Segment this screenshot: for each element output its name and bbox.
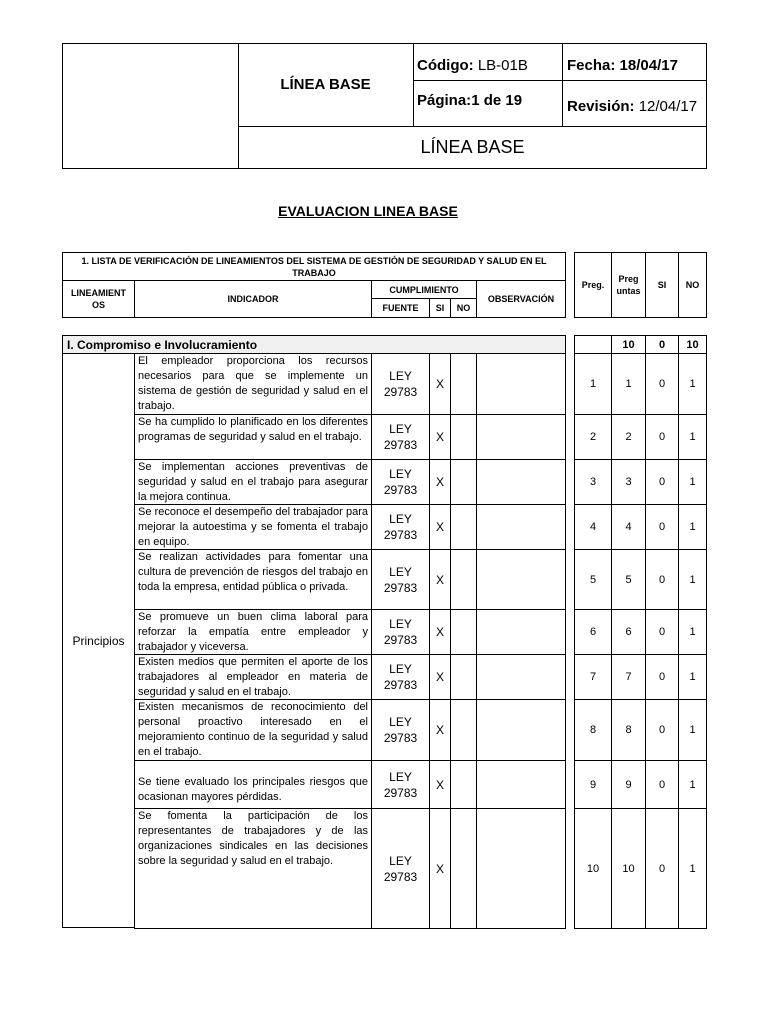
- pagina-value: 1 de 19: [471, 92, 523, 109]
- fuente-cell: LEY 29783: [371, 699, 430, 761]
- section-title: 1. LISTA DE VERIFICACIÓN DE LINEAMIENTOS DEL SISTEMA DE GESTIÓN DE SEGURIDAD Y SALUD EN EL TRABAJO: [62, 252, 566, 281]
- summary-no: 1: [678, 609, 707, 655]
- indicador-cell: [134, 549, 372, 610]
- subtitle-cell: [238, 126, 707, 169]
- col-si: SI: [429, 298, 451, 318]
- summary-preguntas: 4: [611, 504, 646, 550]
- summary-preguntas: 1: [611, 353, 646, 415]
- summary-no: 1: [678, 414, 707, 460]
- si-cell: X: [429, 808, 451, 929]
- no-cell: [450, 353, 477, 415]
- col-fuente: FUENTE: [371, 298, 430, 318]
- fuente-cell: LEY 29783: [371, 414, 430, 460]
- col-no: NO: [450, 298, 477, 318]
- observacion-cell: [476, 414, 566, 460]
- fecha-value: 18/04/17: [619, 57, 678, 74]
- indicador-text: Se fomenta la participación de los representantes de trabajadores y de las organizaciones sindicales en las decisiones sobre la seguridad y salud en el trabajo.: [138, 810, 368, 867]
- page-title: EVALUACION LINEA BASE: [278, 203, 458, 219]
- observacion-cell: [476, 808, 566, 929]
- indicador-cell: [134, 654, 372, 700]
- revision-cell: [563, 80, 707, 127]
- si-cell: X: [429, 459, 451, 505]
- summary-si: 0: [645, 459, 679, 505]
- indicador-text: Se reconoce el desempeño del trabajador para mejorar la autoestima y se fomenta el trabajo en equipo.: [138, 506, 368, 548]
- fuente-cell: LEY 29783: [371, 549, 430, 610]
- fecha-cell: [563, 43, 707, 81]
- indicador-text: Existen medios que permiten el aporte de los trabajadores al empleador en materia de seguridad y salud en el trabajo.: [138, 656, 368, 698]
- observacion-cell: [476, 549, 566, 610]
- summary-no: 1: [678, 760, 707, 809]
- summary-si: 0: [645, 760, 679, 809]
- codigo-cell: [413, 43, 563, 81]
- indicador-text: Se implementan acciones preventivas de seguridad y salud en el trabajo para asegurar la mejora continua.: [138, 461, 368, 503]
- fuente-cell: LEY 29783: [371, 760, 430, 809]
- revision-value: 12/04/17: [638, 98, 698, 115]
- indicador-cell: [134, 353, 372, 415]
- indicador-cell: [134, 414, 372, 460]
- codigo-label: Código:: [417, 57, 474, 74]
- pagina-cell: [413, 80, 563, 127]
- lineamiento-label: Principios: [72, 633, 125, 648]
- si-cell: X: [429, 414, 451, 460]
- indicador-text: Se ha cumplido lo planificado en los diferentes programas de seguridad y salud en el trabajo.: [138, 416, 368, 443]
- doc-subtitle: LÍNEA BASE: [420, 137, 525, 157]
- col-observacion: OBSERVACIÓN: [476, 280, 566, 318]
- summary-total-si: 0: [645, 335, 679, 354]
- revision-label: Revisión:: [567, 98, 635, 115]
- observacion-cell: [476, 654, 566, 700]
- indicador-cell: [134, 504, 372, 550]
- summary-preg: 5: [574, 549, 612, 610]
- col-cumplimiento: CUMPLIMIENTO: [371, 280, 477, 299]
- observacion-cell: [476, 609, 566, 655]
- summary-preg: 3: [574, 459, 612, 505]
- si-cell: X: [429, 504, 451, 550]
- indicador-cell: [134, 808, 372, 929]
- summary-col-preg: Preg.: [574, 252, 612, 318]
- lineamiento-cell: [62, 353, 135, 928]
- indicador-cell: [134, 609, 372, 655]
- col-lineamientos: LINEAMIENT OS: [62, 280, 135, 318]
- observacion-cell: [476, 353, 566, 415]
- summary-si: 0: [645, 808, 679, 929]
- summary-no: 1: [678, 353, 707, 415]
- summary-preg: 10: [574, 808, 612, 929]
- observacion-cell: [476, 459, 566, 505]
- summary-si: 0: [645, 353, 679, 415]
- group-title: I. Compromiso e Involucramiento: [62, 335, 566, 354]
- indicador-cell: [134, 459, 372, 505]
- no-cell: [450, 414, 477, 460]
- observacion-cell: [476, 699, 566, 761]
- no-cell: [450, 504, 477, 550]
- summary-no: 1: [678, 699, 707, 761]
- summary-preguntas: 5: [611, 549, 646, 610]
- observacion-cell: [476, 760, 566, 809]
- summary-col-no: NO: [678, 252, 707, 318]
- indicador-text: Se realizan actividades para fomentar una cultura de prevención de riesgos del trabajo en toda la empresa, entidad pública o privada.: [138, 551, 368, 593]
- summary-si: 0: [645, 699, 679, 761]
- summary-preguntas: 7: [611, 654, 646, 700]
- summary-col-si: SI: [645, 252, 679, 318]
- summary-no: 1: [678, 654, 707, 700]
- doc-title: LÍNEA BASE: [280, 76, 371, 93]
- no-cell: [450, 760, 477, 809]
- indicador-text: El empleador proporciona los recursos necesarios para que se implemente un sistema de gestión de seguridad y salud en el trabajo.: [138, 355, 368, 412]
- si-cell: X: [429, 760, 451, 809]
- si-cell: X: [429, 353, 451, 415]
- indicador-cell: [134, 699, 372, 761]
- summary-si: 0: [645, 654, 679, 700]
- no-cell: [450, 459, 477, 505]
- summary-si: 0: [645, 609, 679, 655]
- summary-si: 0: [645, 549, 679, 610]
- indicador-text: Existen mecanismos de reconocimiento del personal proactivo interesado en el mejoramiento continuo de la seguridad y salud en el trabajo.: [138, 701, 368, 758]
- fuente-cell: LEY 29783: [371, 353, 430, 415]
- pagina-label: Página:: [417, 92, 472, 109]
- summary-no: 1: [678, 808, 707, 929]
- fuente-cell: LEY 29783: [371, 808, 430, 929]
- observacion-cell: [476, 504, 566, 550]
- summary-no: 1: [678, 549, 707, 610]
- col-indicador: INDICADOR: [134, 280, 372, 318]
- si-cell: X: [429, 549, 451, 610]
- fuente-cell: LEY 29783: [371, 504, 430, 550]
- summary-no: 1: [678, 459, 707, 505]
- si-cell: X: [429, 654, 451, 700]
- summary-total-blank: [574, 335, 612, 354]
- summary-preguntas: 8: [611, 699, 646, 761]
- summary-preguntas: 2: [611, 414, 646, 460]
- summary-preg: 7: [574, 654, 612, 700]
- si-cell: X: [429, 699, 451, 761]
- summary-preg: 8: [574, 699, 612, 761]
- summary-total-no: 10: [678, 335, 707, 354]
- summary-no: 1: [678, 504, 707, 550]
- codigo-value: LB-01B: [477, 57, 528, 74]
- fuente-cell: LEY 29783: [371, 609, 430, 655]
- logo-area: [62, 43, 239, 169]
- summary-total-preguntas: 10: [611, 335, 646, 354]
- summary-preg: 6: [574, 609, 612, 655]
- no-cell: [450, 808, 477, 929]
- indicador-cell: [134, 760, 372, 809]
- summary-preguntas: 6: [611, 609, 646, 655]
- summary-preg: 9: [574, 760, 612, 809]
- no-cell: [450, 654, 477, 700]
- fuente-cell: LEY 29783: [371, 654, 430, 700]
- indicador-text: Se promueve un buen clima laboral para reforzar la empatía entre empleador y trabajador y viceversa.: [138, 611, 368, 653]
- summary-preguntas: 9: [611, 760, 646, 809]
- summary-preg: 2: [574, 414, 612, 460]
- fuente-cell: LEY 29783: [371, 459, 430, 505]
- summary-preg: 4: [574, 504, 612, 550]
- indicador-text: Se tiene evaluado los principales riesgos que ocasionan mayores pérdidas.: [138, 776, 368, 803]
- summary-preguntas: 3: [611, 459, 646, 505]
- summary-col-preguntas: Preg untas: [611, 252, 646, 318]
- no-cell: [450, 699, 477, 761]
- fecha-label: Fecha:: [567, 57, 616, 74]
- summary-si: 0: [645, 504, 679, 550]
- no-cell: [450, 609, 477, 655]
- no-cell: [450, 549, 477, 610]
- si-cell: X: [429, 609, 451, 655]
- doc-title-cell: [238, 43, 414, 127]
- summary-preg: 1: [574, 353, 612, 415]
- summary-preguntas: 10: [611, 808, 646, 929]
- summary-si: 0: [645, 414, 679, 460]
